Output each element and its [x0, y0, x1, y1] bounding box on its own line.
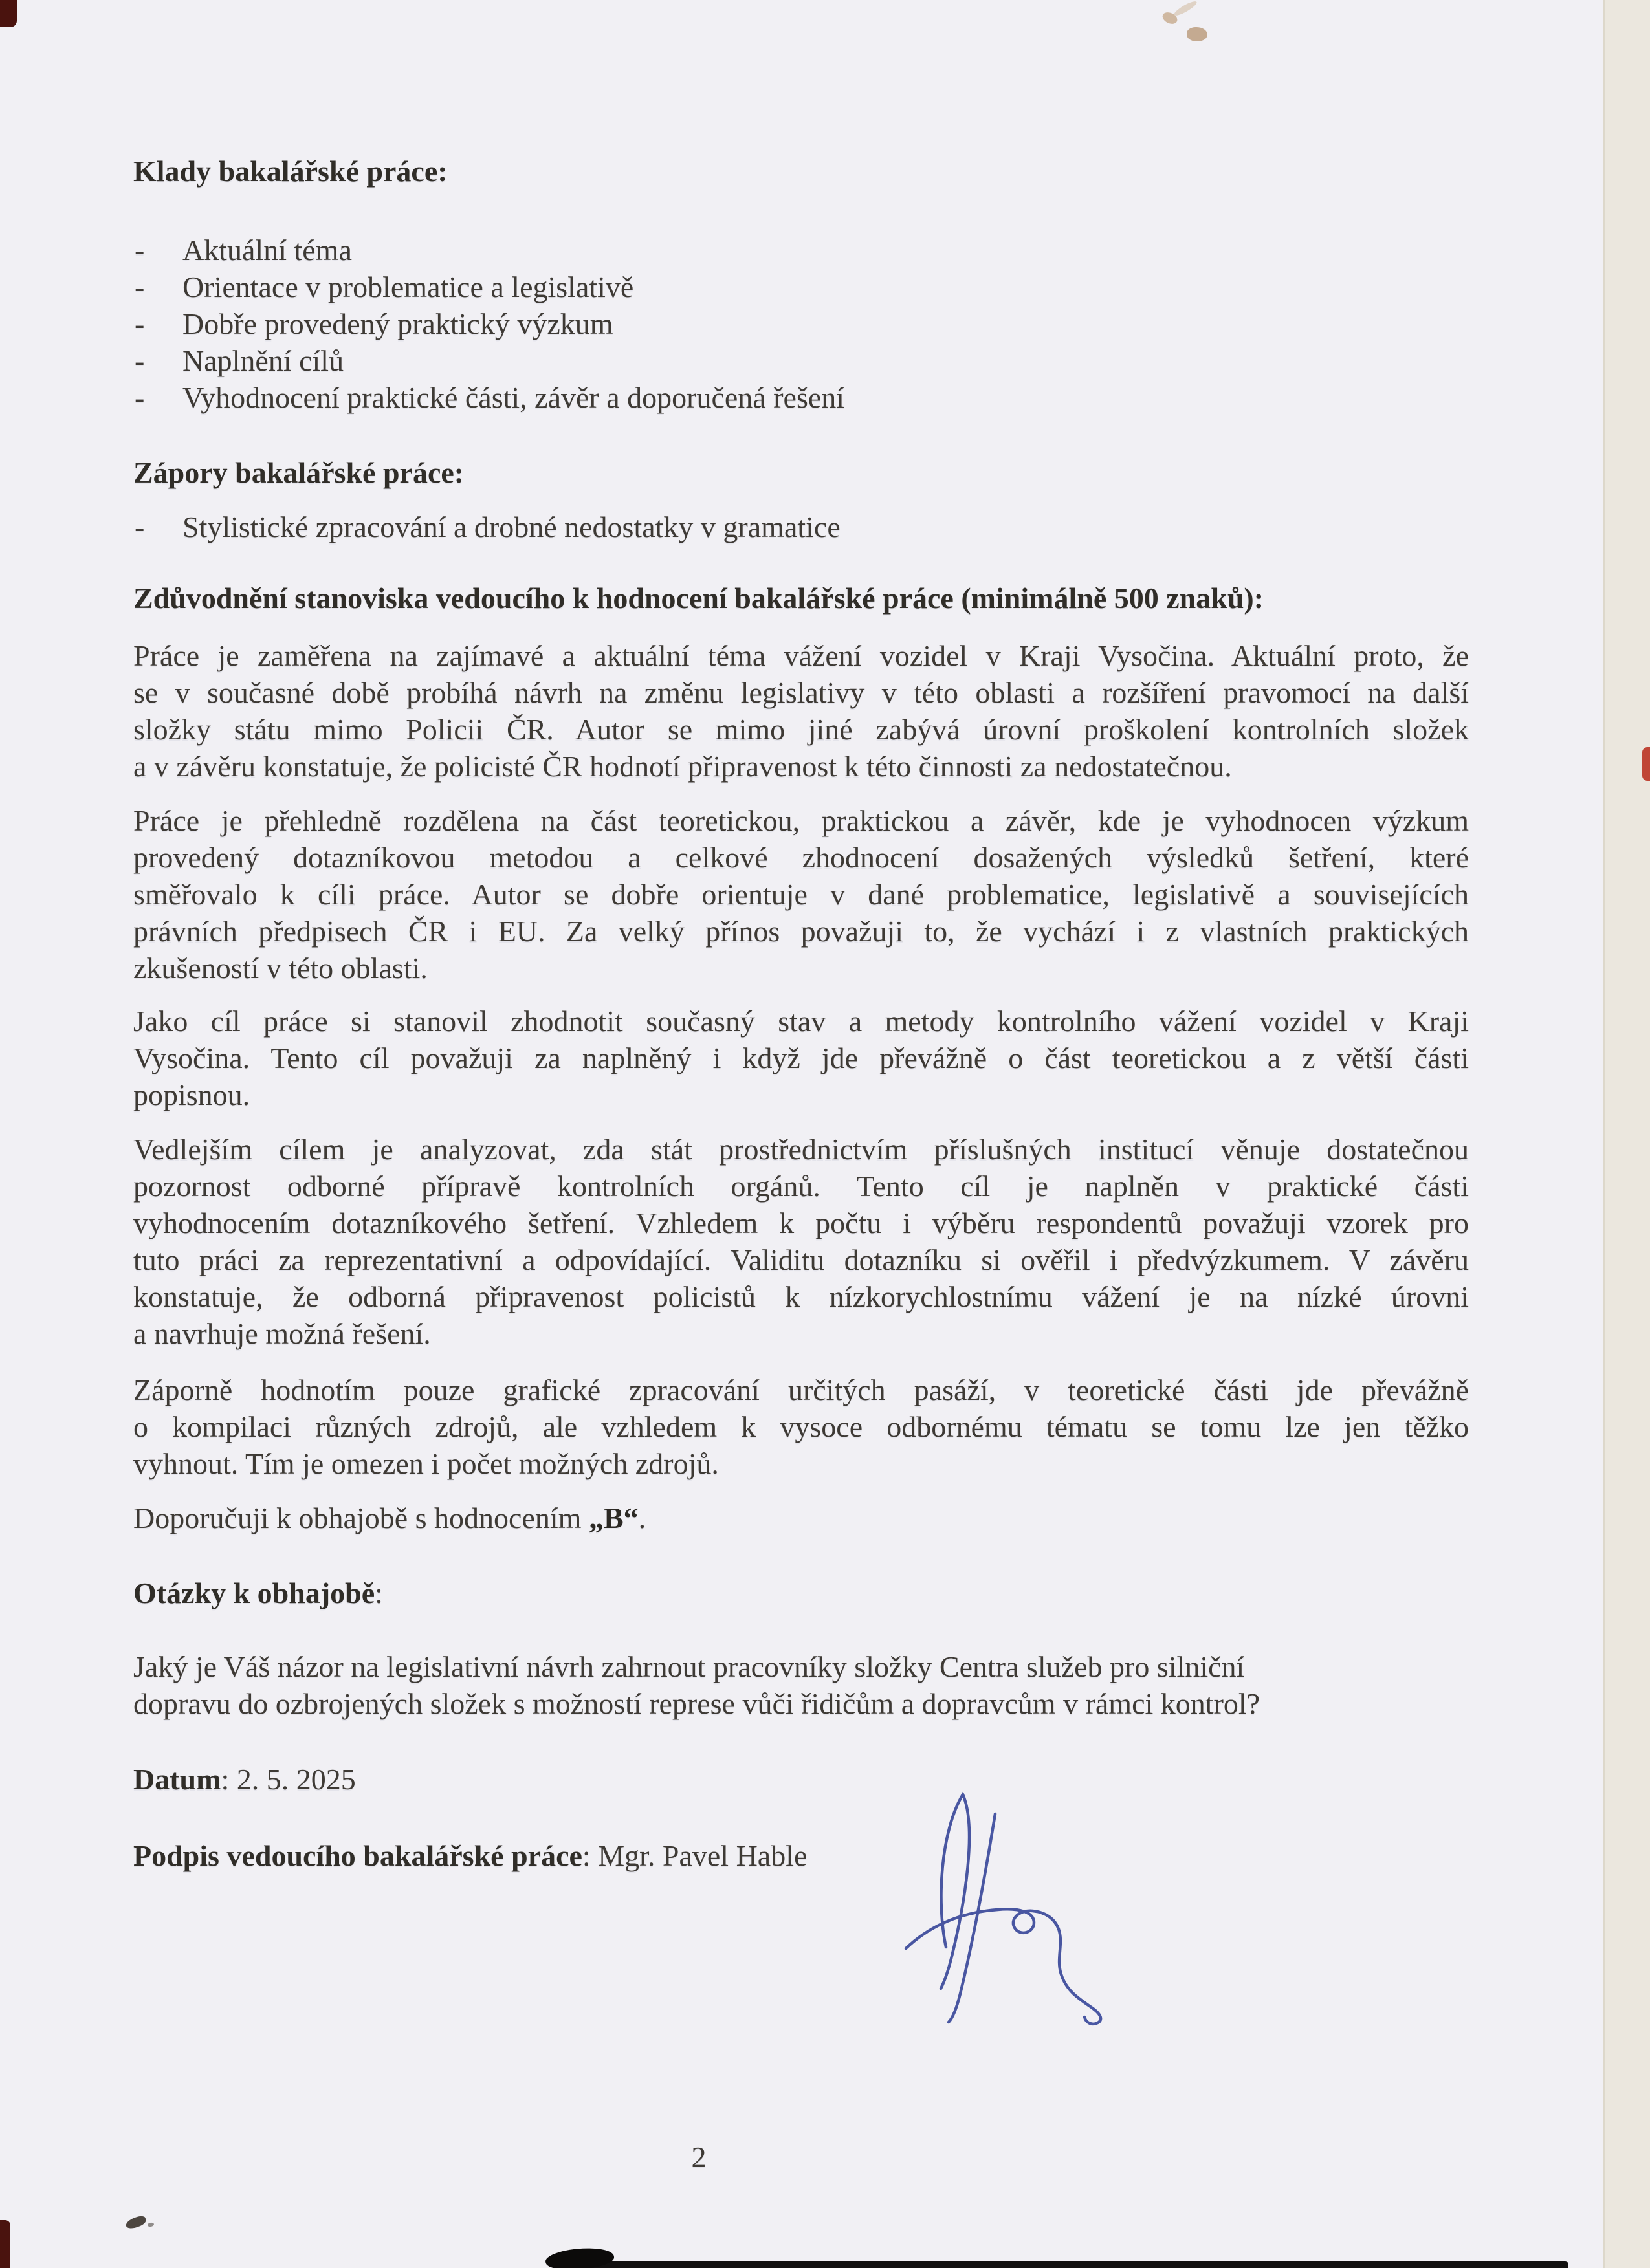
paragraph-line: a v závěru konstatuje, že policisté ČR hodnotí připravenost k této činnosti za nedostatečnou.: [133, 750, 1232, 783]
otazky-heading-colon: :: [375, 1576, 383, 1609]
question-line: dopravu do ozbrojených složek s možností represe vůči řidičům a dopravcům v rámci kontrol?: [133, 1687, 1260, 1720]
signature-stroke: [906, 1909, 1101, 2024]
otazky-heading-label: Otázky k obhajobě: [133, 1576, 375, 1609]
paragraph-line: Práce je zaměřena na zajímavé a aktuální téma vážení vozidel v Kraji Vysočina. Aktuální proto, že: [133, 639, 1469, 672]
datum-line: [133, 1761, 356, 1798]
paragraph-line: tuto práci za reprezentativní a odpovídající. Validitu dotazníku si ověřil i předvýzkumem. V závěru: [133, 1243, 1469, 1276]
scan-corner-mark-top-left: [0, 0, 17, 27]
paragraph-line: Záporně hodnotím pouze grafické zpracování určitých pasáží, v teoretické části jde převážně: [133, 1373, 1469, 1406]
list-item-text: Dobře provedený praktický výzkum: [182, 307, 613, 340]
list-dash-marker: -: [135, 234, 145, 267]
section-heading-zapory: Zápory bakalářské práce:: [133, 456, 465, 489]
paragraph-line: vyhodnocením dotazníkového šetření. Vzhledem k počtu i výběru respondentů považuji vzorek pro: [133, 1206, 1469, 1239]
list-item-text: Vyhodnocení praktické části, závěr a doporučená řešení: [182, 381, 845, 414]
scan-bottom-bar: [553, 2261, 1568, 2268]
list-dash-marker: -: [135, 510, 145, 543]
list-item: [133, 342, 1492, 379]
paragraph-line: složky státu mimo Policii ČR. Autor se mimo jiné zabývá úrovní proškolení kontrolních složek: [133, 713, 1469, 746]
section-heading-zduvodneni: Zdůvodnění stanoviska vedoucího k hodnocení bakalářské práce (minimálně 500 znaků):: [133, 582, 1264, 615]
podpis-value: : Mgr. Pavel Hable: [582, 1839, 808, 1872]
stain-mark: [1172, 0, 1198, 17]
section-heading-otazky: [133, 1575, 383, 1611]
paragraph-line: konstatuje, že odborná připravenost policistů k nízkorychlostnímu vážení je na nízké úrovni: [133, 1280, 1469, 1313]
signature-stroke: [941, 1794, 969, 1989]
podpis-line: [133, 1837, 807, 1874]
list-item: [133, 232, 1492, 268]
paragraph-line: se v současné době probíhá návrh na změnu legislativy v této oblasti a rozšíření pravomocí na další: [133, 676, 1469, 709]
recommendation-text: Doporučuji k obhajobě s hodnocením: [133, 1501, 589, 1534]
paragraph: [133, 1131, 1469, 1352]
scan-speck: [148, 2222, 155, 2227]
paragraph-line: právních předpisech ČR i EU. Za velký přínos považuji to, že vychází i z vlastních praktických: [133, 915, 1469, 948]
paragraph-line: pozornost odborné přípravě kontrolních orgánů. Tento cíl je naplněn v praktické části: [133, 1170, 1469, 1203]
scan-corner-mark-bottom-left: [0, 2220, 10, 2268]
list-item: [133, 268, 1492, 305]
scan-edge-band: [1603, 0, 1650, 2268]
stain-mark: [1187, 27, 1207, 41]
datum-label: Datum: [133, 1763, 221, 1796]
question-paragraph: [133, 1648, 1492, 1722]
list-item-text: Aktuální téma: [182, 234, 352, 267]
paragraph-line: popisnou.: [133, 1078, 250, 1111]
list-item-text: Orientace v problematice a legislativě: [182, 270, 634, 303]
podpis-label: Podpis vedoucího bakalářské práce: [133, 1839, 582, 1872]
datum-value: : 2. 5. 2025: [221, 1763, 356, 1796]
recommendation-grade: „B“: [588, 1501, 639, 1534]
klady-list: [133, 232, 1492, 416]
zapory-list: [133, 508, 1492, 545]
scan-red-edge-mark: [1642, 747, 1650, 781]
paragraph: [133, 637, 1469, 785]
paragraph-line: o kompilaci různých zdrojů, ale vzhledem k vysoce odbornému tématu se tomu lze jen těžko: [133, 1410, 1469, 1443]
paragraph-line: Vysočina. Tento cíl považuji za naplněný i když jde převážně o část teoretickou a z větší části: [133, 1041, 1469, 1074]
paragraph-line: provedený dotazníkovou metodou a celkové zhodnocení dosažených výsledků šetření, které: [133, 841, 1469, 874]
list-dash-marker: -: [135, 270, 145, 303]
paragraph-line: a navrhuje možná řešení.: [133, 1317, 431, 1350]
list-dash-marker: -: [135, 307, 145, 340]
question-line: Jaký je Váš názor na legislativní návrh zahrnout pracovníky složky Centra služeb pro silniční: [133, 1650, 1245, 1683]
paragraph: [133, 802, 1469, 987]
list-dash-marker: -: [135, 381, 145, 414]
scan-ink-blob: [545, 2245, 615, 2268]
page-number: 2: [691, 2141, 707, 2174]
list-item: [133, 305, 1492, 342]
paragraph: [133, 1003, 1469, 1113]
list-item-text: Naplnění cílů: [182, 344, 344, 377]
list-dash-marker: -: [135, 344, 145, 377]
recommendation-period: .: [638, 1501, 646, 1534]
paragraph-line: Práce je přehledně rozdělena na část teoretickou, praktickou a závěr, kde je vyhodnocen výzkum: [133, 804, 1469, 837]
paragraph-line: Vedlejším cílem je analyzovat, zda stát prostřednictvím příslušných institucí věnuje dostatečnou: [133, 1133, 1469, 1166]
list-item-text: Stylistické zpracování a drobné nedostatky v gramatice: [182, 510, 841, 543]
paragraph-line: zkušeností v této oblasti.: [133, 952, 428, 985]
paragraph-line: vyhnout. Tím je omezen i počet možných zdrojů.: [133, 1447, 719, 1480]
paragraph-line: Jako cíl práce si stanovil zhodnotit současný stav a metody kontrolního vážení vozidel v Kraji: [133, 1005, 1469, 1038]
paragraph-line: směřovalo k cíli práce. Autor se dobře orientuje v dané problematice, legislativě a souvisejících: [133, 878, 1469, 911]
handwritten-signature: [901, 1785, 1114, 2033]
paragraph: [133, 1371, 1469, 1482]
recommendation-line: [133, 1499, 1469, 1536]
section-heading-klady: Klady bakalářské práce:: [133, 155, 448, 188]
list-item: [133, 508, 1492, 545]
list-item: [133, 379, 1492, 416]
scan-speck: [124, 2214, 147, 2230]
